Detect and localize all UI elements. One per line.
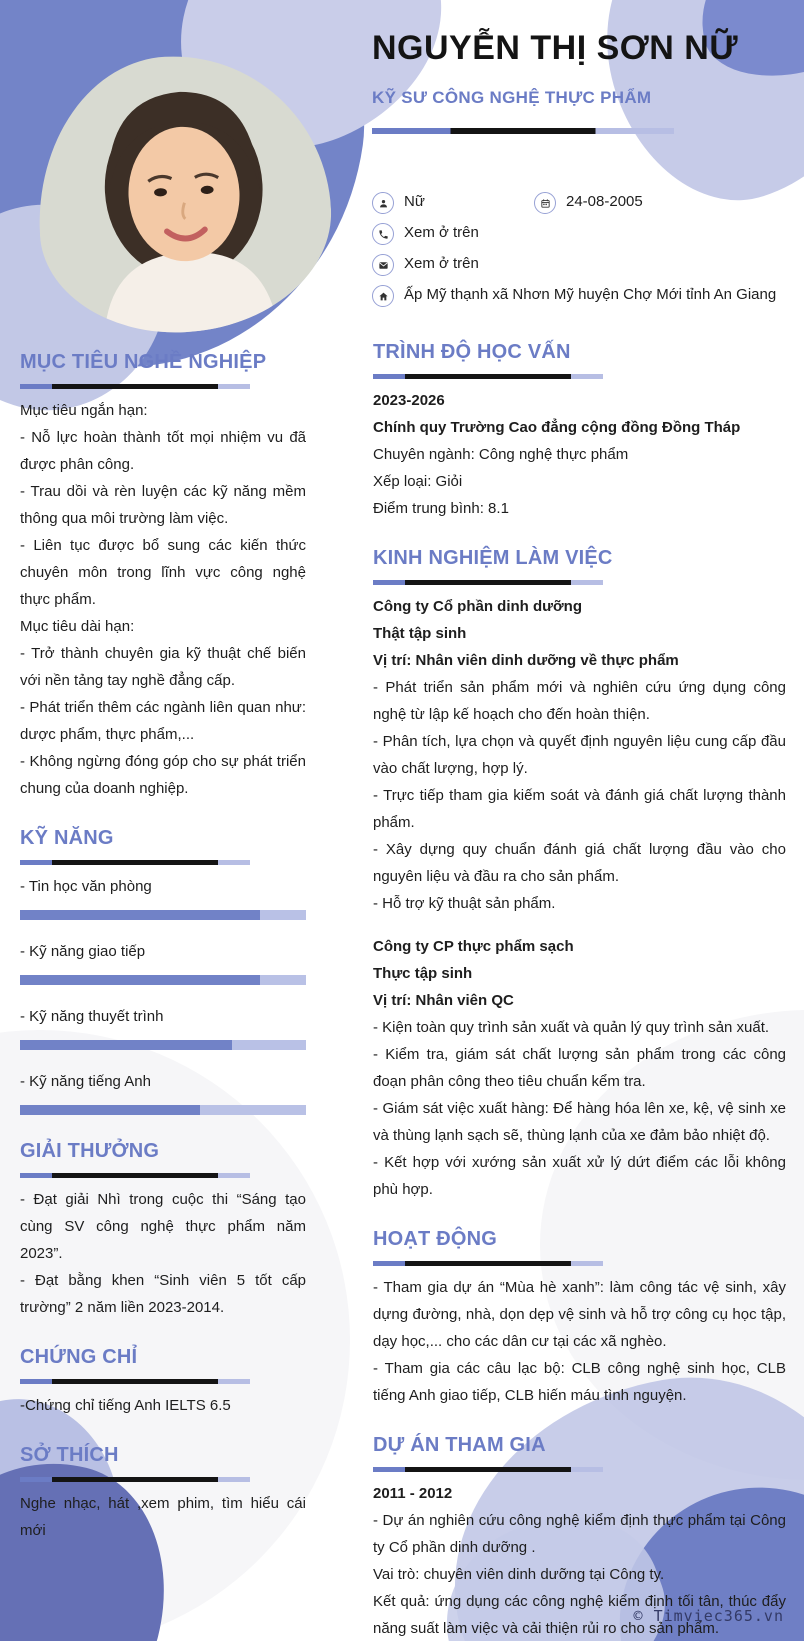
page-title: NGUYỄN THỊ SƠN NỮ: [372, 29, 739, 67]
objective-line: Mục tiêu ngắn hạn:: [20, 402, 148, 419]
education-body: [373, 387, 786, 522]
job-company: Công ty CP thực phẩm sạch: [373, 938, 574, 955]
section-skills: [20, 826, 306, 1115]
contact-gender: [372, 190, 534, 214]
mail-icon: [372, 254, 394, 276]
job-title: KỸ SƯ CÔNG NGHỆ THỰC PHẨM: [372, 88, 652, 107]
left-column: [20, 350, 306, 1568]
project-period: 2011 - 2012: [373, 1485, 453, 1502]
job-position: Vị trí: Nhân viên dinh dưỡng về thực phẩm: [373, 652, 679, 669]
email-value: Xem ở trên: [404, 255, 479, 272]
experience-body: [373, 593, 786, 1203]
gender-value: Nữ: [404, 193, 425, 210]
phone-value: Xem ở trên: [404, 224, 479, 241]
job-role: Thực tập sinh: [373, 965, 473, 982]
skill-label: - Tin học văn phòng: [20, 878, 152, 895]
job-bullet: - Giám sát việc xuất hàng: Để hàng hóa lên xe, kệ, vệ sinh xe và thùng lạnh sạch sẽ, thùng lạnh của xe đảm bảo nhiệt độ.: [373, 1100, 786, 1144]
job-role: Thật tập sinh: [373, 625, 467, 642]
header-divider: [372, 128, 674, 134]
education-period: 2023-2026: [373, 392, 445, 409]
right-column: [373, 340, 786, 1641]
objective-line: - Không ngừng đóng góp cho sự phát triển chung của doanh nghiệp.: [20, 753, 306, 797]
job-bullet: - Hỗ trợ kỹ thuật sản phẩm.: [373, 895, 556, 912]
skill-bar-fill: [20, 910, 260, 920]
skill-label: - Kỹ năng tiếng Anh: [20, 1073, 151, 1090]
contact-address: [372, 283, 786, 307]
section-heading-objective: MỤC TIÊU NGHỀ NGHIỆP: [20, 351, 267, 373]
section-heading-projects: DỰ ÁN THAM GIA: [373, 1434, 546, 1456]
job-bullet: - Kiểm tra, giám sát chất lượng sản phẩm trong các công đoạn phân công theo tiêu chuẩn kểm tra.: [373, 1046, 786, 1090]
hobby-line: Nghe nhạc, hát ,xem phim, tìm hiểu cái mới: [20, 1495, 306, 1539]
section-divider: [20, 384, 250, 389]
job-position: Vị trí: Nhân viên QC: [373, 992, 514, 1009]
job-bullet: - Kết hợp với xướng sản xuất xử lý dứt điểm các lỗi không phù hợp.: [373, 1154, 786, 1198]
contact-phone: [372, 221, 786, 245]
education-line: Điểm trung bình: 8.1: [373, 500, 509, 517]
objective-line: - Nỗ lực hoàn thành tốt mọi nhiệm vu đã được phân công.: [20, 429, 306, 473]
section-hobbies: [20, 1443, 306, 1544]
section-heading-awards: GIẢI THƯỞNG: [20, 1140, 160, 1162]
section-heading-hobbies: SỞ THÍCH: [20, 1444, 119, 1466]
section-divider: [373, 1467, 603, 1472]
section-divider: [20, 860, 250, 865]
section-awards: [20, 1139, 306, 1321]
section-education: [373, 340, 786, 522]
objective-body: [20, 397, 306, 802]
objective-line: - Phát triển thêm các ngành liên quan như: dược phẩm, thực phẩm,...: [20, 699, 306, 743]
section-divider: [373, 580, 603, 585]
section-heading-skills: KỸ NĂNG: [20, 827, 114, 849]
contact-email: [372, 252, 786, 276]
skill-bar-track: [20, 1105, 306, 1115]
skill-item: [20, 938, 306, 985]
home-icon: [372, 285, 394, 307]
section-heading-certificates: CHỨNG CHỈ: [20, 1346, 138, 1368]
section-divider: [20, 1173, 250, 1178]
education-line: Xếp loại: Giỏi: [373, 473, 463, 490]
job-bullets: [373, 674, 786, 917]
section-divider: [373, 1261, 603, 1266]
section-divider: [20, 1379, 250, 1384]
activities-body: [373, 1274, 786, 1409]
job-bullet: - Phát triển sản phẩm mới và nghiên cứu ứng dụng công nghệ từ lập kế hoạch cho đến hoàn thiện.: [373, 679, 786, 723]
hobbies-body: [20, 1490, 306, 1544]
objective-line: - Liên tục được bổ sung các kiến thức chuyên môn trong lĩnh vực công nghệ thực phẩm.: [20, 537, 306, 608]
address-value: Ấp Mỹ thạnh xã Nhơn Mỹ huyện Chợ Mới tỉnh An Giang: [404, 286, 777, 303]
skill-bar-fill: [20, 975, 260, 985]
calendar-icon: [534, 192, 556, 214]
header: [372, 26, 786, 134]
award-line: - Đạt bằng khen “Sinh viên 5 tốt cấp trường” 2 năm liền 2023-2014.: [20, 1272, 306, 1316]
job-bullet: - Trực tiếp tham gia kiếm soát và đánh giá chất lượng thành phẩm.: [373, 787, 786, 831]
contact-birthday: [534, 190, 643, 214]
objective-line: Mục tiêu dài hạn:: [20, 618, 135, 635]
skill-item: [20, 873, 306, 920]
section-heading-education: TRÌNH ĐỘ HỌC VẤN: [373, 341, 571, 363]
project-line: Vai trò: chuyên viên dinh dưỡng tại Công ty.: [373, 1566, 665, 1583]
education-school: Chính quy Trường Cao đẳng cộng đồng Đồng Tháp: [373, 419, 741, 436]
skill-item: [20, 1003, 306, 1050]
section-heading-activities: HOẠT ĐỘNG: [373, 1228, 498, 1250]
education-line: Chuyên ngành: Công nghệ thực phẩm: [373, 446, 629, 463]
award-line: - Đạt giải Nhì trong cuộc thi “Sáng tạo cùng SV công nghệ thực phẩm năm 2023”.: [20, 1191, 306, 1262]
job-bullets: [373, 1014, 786, 1203]
activity-line: - Tham gia các câu lạc bộ: CLB công nghệ sinh học, CLB tiếng Anh giao tiếp, CLB hiến máu tình nguyện.: [373, 1360, 786, 1404]
skill-label: - Kỹ năng giao tiếp: [20, 943, 146, 960]
awards-body: [20, 1186, 306, 1321]
job-entry-1: [373, 593, 786, 917]
section-experience: [373, 546, 786, 1203]
section-divider: [20, 1477, 250, 1482]
certificate-line: -Chứng chỉ tiếng Anh IELTS 6.5: [20, 1397, 231, 1414]
project-line: Kết quả: ứng dụng các công nghệ kiểm định tối tân, thúc đẩy năng suất làm việc và cải thiện rủi ro cho sản phẩm.: [373, 1593, 786, 1637]
birthday-value: 24-08-2005: [566, 193, 643, 210]
project-line: - Dự án nghiên cứu công nghệ kiểm định thực phẩm tại Công ty Cổ phần dinh dưỡng .: [373, 1512, 786, 1556]
watermark: © Timviec365.vn: [633, 1607, 784, 1625]
person-icon: [372, 192, 394, 214]
job-company: Công ty Cổ phần dinh dưỡng: [373, 598, 582, 615]
section-heading-experience: KINH NGHIỆM LÀM VIỆC: [373, 547, 613, 569]
skill-bar-track: [20, 975, 306, 985]
section-certificates: [20, 1345, 306, 1419]
objective-line: - Trở thành chuyên gia kỹ thuật chế biến với nền tảng tay nghề đẳng cấp.: [20, 645, 306, 689]
certificates-body: [20, 1392, 306, 1419]
phone-icon: [372, 223, 394, 245]
job-bullet: - Phân tích, lựa chọn và quyết định nguyên liệu cung cấp đầu vào chất lượng, hợp lý.: [373, 733, 786, 777]
section-objective: [20, 350, 306, 802]
skill-bar-track: [20, 910, 306, 920]
skill-label: - Kỹ năng thuyết trình: [20, 1008, 164, 1025]
education-details: [373, 441, 786, 522]
skill-bar-fill: [20, 1040, 232, 1050]
skill-bar-fill: [20, 1105, 200, 1115]
job-entry-2: [373, 933, 786, 1203]
skills-list: [20, 873, 306, 1115]
job-bullet: - Xây dựng quy chuẩn đánh giá chất lượng đầu vào cho nguyên liệu và đầu ra cho sản phẩm.: [373, 841, 786, 885]
section-activities: [373, 1227, 786, 1409]
contact-info: [372, 190, 786, 314]
activity-line: - Tham gia dự án “Mùa hè xanh”: làm công tác vệ sinh, xây dựng đường, nhà, dọn dẹp vệ sinh và hỗ trợ công cụ học tập, dạy học,... cho các dân cư tại các xã nghèo.: [373, 1279, 786, 1350]
skill-item: [20, 1068, 306, 1115]
skill-bar-track: [20, 1040, 306, 1050]
section-divider: [373, 374, 603, 379]
objective-line: - Trau dồi và rèn luyện các kỹ năng mềm thông qua môi trường làm việc.: [20, 483, 306, 527]
contact-row: [372, 190, 786, 214]
job-bullet: - Kiện toàn quy trình sản xuất và quản lý quy trình sản xuất.: [373, 1019, 770, 1036]
